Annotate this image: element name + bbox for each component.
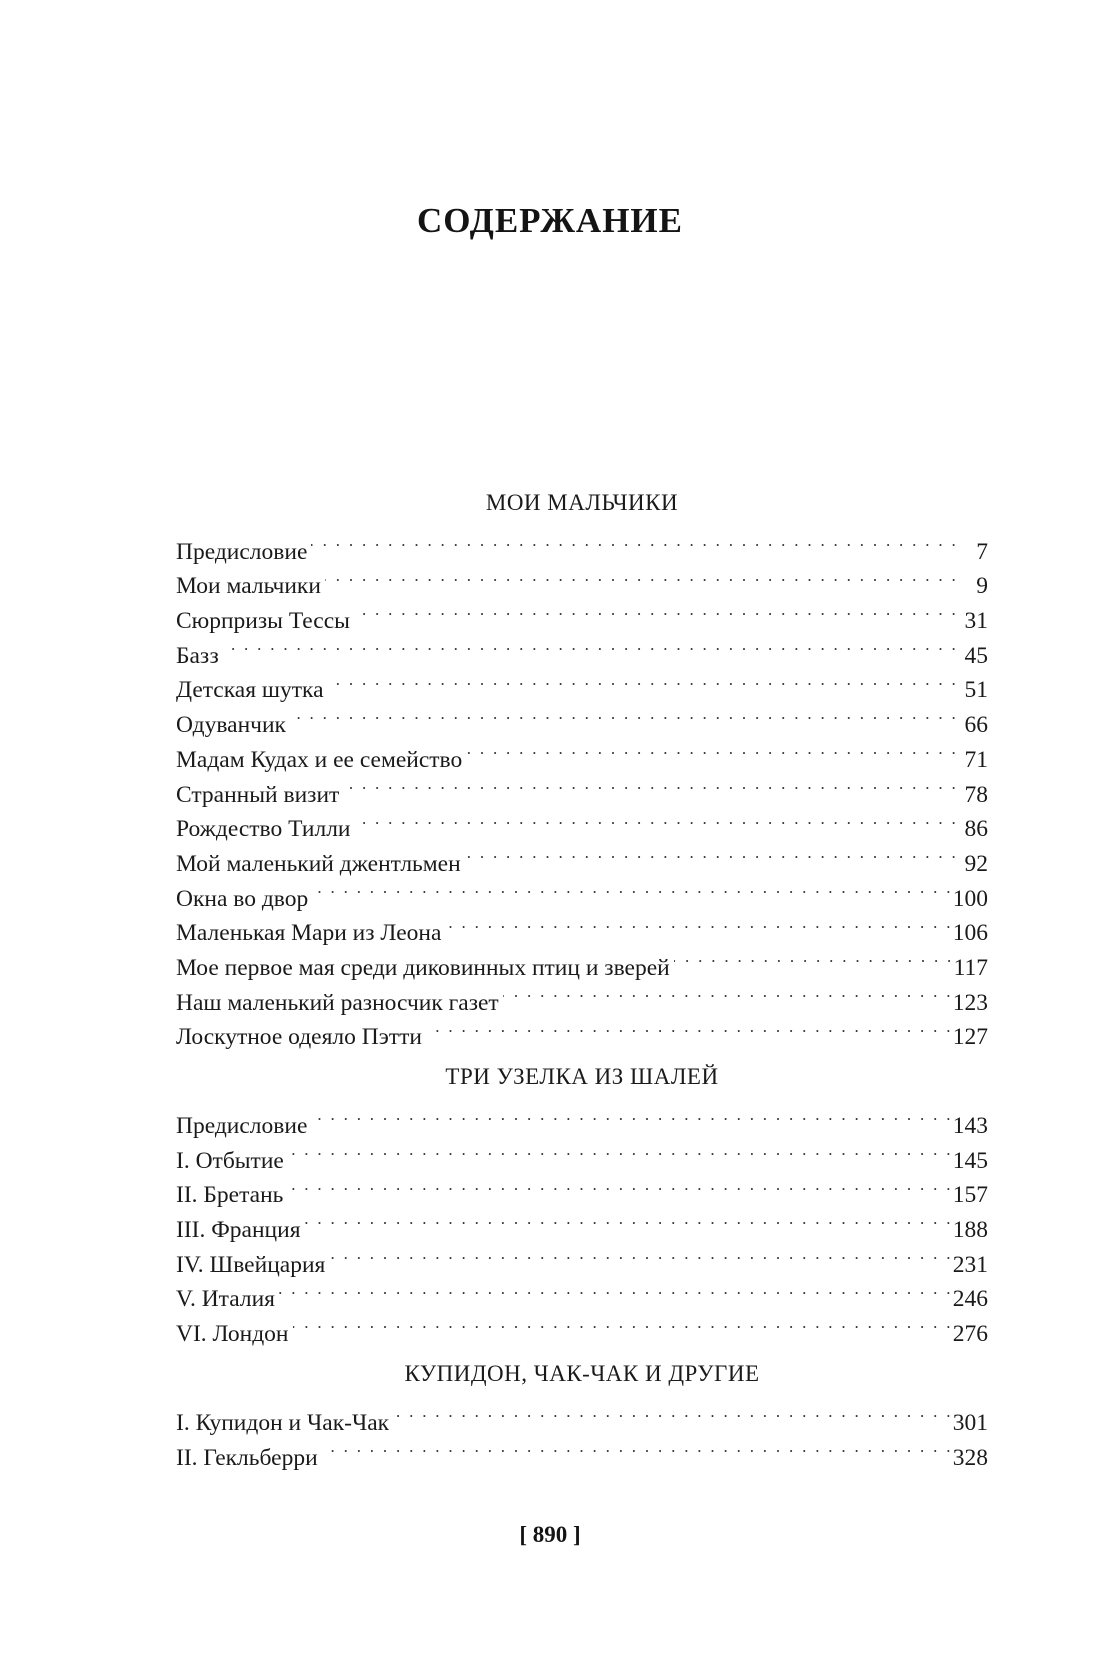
dot-leader	[312, 871, 953, 906]
entry-page-number: 328	[952, 1444, 988, 1471]
toc-entry[interactable]	[176, 1395, 988, 1436]
dot-leader	[290, 697, 958, 732]
dot-leader	[322, 1430, 953, 1465]
entry-title: Детская шутка	[176, 677, 324, 704]
entry-page-number: 9	[976, 573, 988, 600]
page-title: СОДЕРЖАНИЕ	[416, 201, 683, 241]
entry-page-number: 117	[953, 954, 988, 981]
toc-entry[interactable]	[176, 1098, 988, 1139]
toc-entry[interactable]	[176, 1306, 988, 1348]
section-heading: КУПИДОН, ЧАК-ЧАК И ДРУГИЕ	[404, 1361, 760, 1387]
toc-entry[interactable]	[176, 1272, 988, 1313]
entry-title: Наш маленький разносчик газет	[176, 989, 499, 1016]
entry-page-number: 301	[952, 1409, 988, 1436]
toc-section-tri-uzelka	[176, 1060, 988, 1348]
entry-page-number: 127	[952, 1024, 988, 1051]
entry-page-number: 45	[964, 642, 988, 669]
toc-entry[interactable]	[176, 1133, 988, 1174]
entry-page-number: 51	[964, 677, 988, 704]
entry-page-number: 145	[952, 1147, 988, 1174]
entry-title: Базз	[176, 642, 219, 669]
dot-leader	[393, 1395, 953, 1430]
entry-title: VI. Лондон	[176, 1321, 289, 1348]
page-number: [ 890 ]	[519, 1522, 581, 1547]
dot-leader	[355, 802, 959, 837]
entry-title: Одуванчик	[176, 712, 286, 739]
entry-page-number: 188	[952, 1217, 988, 1244]
dot-leader	[354, 593, 958, 628]
entry-title: Маленькая Мари из Леона	[176, 920, 442, 947]
entry-title: III. Франция	[176, 1217, 301, 1244]
entry-title: Мое первое мая среди диковинных птиц и зверей	[176, 954, 670, 981]
entry-page-number: 86	[964, 816, 988, 843]
dot-leader	[466, 732, 958, 767]
toc-section-kupidon	[176, 1357, 988, 1471]
dot-leader	[426, 1010, 953, 1045]
table-of-contents	[176, 486, 988, 1471]
entry-title: Предисловие	[176, 538, 308, 565]
dot-leader	[343, 767, 958, 802]
entry-page-number: 231	[952, 1251, 988, 1278]
entry-title: I. Купидон и Чак-Чак	[176, 1409, 390, 1436]
dot-leader	[328, 663, 958, 698]
entry-page-number: 246	[952, 1286, 988, 1313]
entry-title: Окна во двор	[176, 885, 309, 912]
dot-leader	[445, 906, 952, 941]
dot-leader	[279, 1272, 953, 1307]
entry-title: Предисловие	[176, 1113, 308, 1139]
entry-title: Сюрпризы Тессы	[176, 608, 350, 635]
entry-title: II. Бретань	[176, 1182, 284, 1209]
entry-title: V. Италия	[176, 1286, 275, 1313]
entry-title: Мой маленький джентльмен	[176, 850, 461, 877]
dot-leader	[305, 1202, 953, 1237]
toc-entry[interactable]	[176, 524, 988, 565]
entry-page-number: 157	[952, 1182, 988, 1209]
entry-page-number: 71	[964, 746, 988, 773]
dot-leader	[674, 940, 954, 975]
entry-title: IV. Швейцария	[176, 1251, 326, 1278]
entry-page-number: 31	[964, 608, 988, 635]
entry-title: Мадам Кудах и ее семейство	[176, 746, 463, 773]
dot-leader	[311, 1098, 952, 1133]
section-heading: МОИ МАЛЬЧИКИ	[485, 490, 679, 515]
dot-leader	[223, 628, 958, 663]
entry-title: Странный визит	[176, 781, 340, 808]
toc-entry[interactable]	[176, 1168, 988, 1209]
entry-page-number: 143	[952, 1113, 988, 1139]
entry-title: II. Гекльберри	[176, 1444, 318, 1471]
dot-leader	[311, 524, 958, 559]
dot-leader	[287, 1168, 952, 1203]
toc-entry[interactable]	[176, 628, 988, 669]
toc-entry[interactable]	[176, 663, 988, 704]
dot-leader	[293, 1306, 953, 1341]
toc-entry[interactable]	[176, 1202, 988, 1244]
entry-page-number: 66	[964, 712, 988, 739]
dot-leader	[325, 559, 958, 594]
entry-page-number: 7	[976, 538, 988, 565]
toc-entry[interactable]	[176, 732, 988, 773]
entry-page-number: 276	[952, 1321, 988, 1348]
entry-title: I. Отбытие	[176, 1147, 284, 1174]
toc-section-moi-malchiki	[176, 486, 988, 1051]
dot-leader	[503, 975, 953, 1010]
entry-page-number: 100	[952, 885, 988, 912]
entry-title: Мои мальчики	[176, 573, 321, 600]
entry-page-number: 123	[952, 989, 988, 1016]
entry-page-number: 92	[964, 850, 988, 877]
dot-leader	[288, 1133, 953, 1168]
entry-page-number: 78	[964, 781, 988, 808]
entry-title: Лоскутное одеяло Пэтти	[176, 1024, 422, 1051]
entry-title: Рождество Тилли	[176, 816, 351, 843]
dot-leader	[465, 836, 958, 871]
section-heading: ТРИ УЗЕЛКА ИЗ ШАЛЕЙ	[445, 1064, 719, 1090]
entry-page-number: 106	[952, 920, 988, 947]
dot-leader	[329, 1237, 952, 1272]
toc-entry[interactable]	[176, 697, 988, 739]
